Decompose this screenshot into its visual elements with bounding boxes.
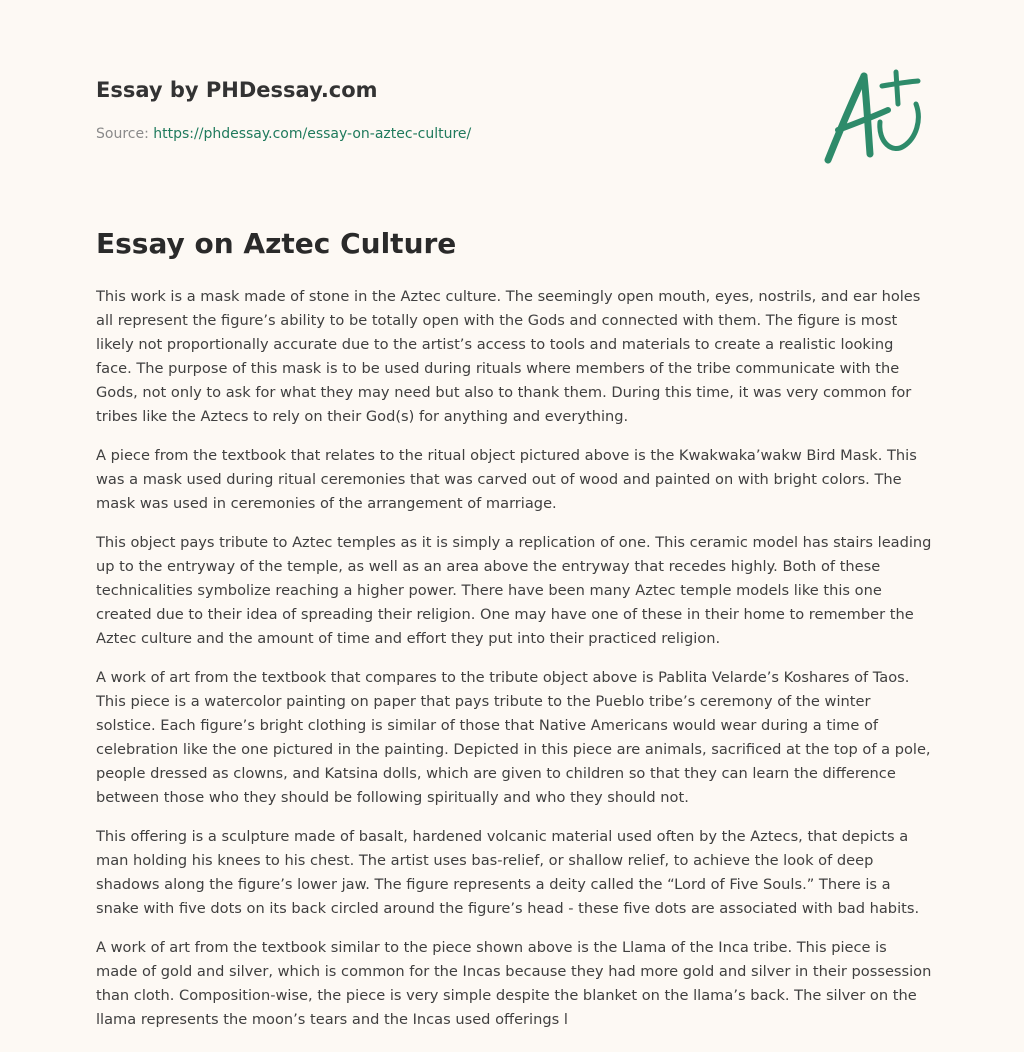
site-header [96, 76, 796, 144]
a-plus-logo-icon [818, 64, 930, 168]
essay-paragraph: A work of art from the textbook similar to the piece shown above is the Llama of the Inca tribe. This piece is made of gold and silver, which is common for the Incas because they had more gold and silver in their possession than cloth. Composition-wise, the piece is very simple despite the blanket on the llama’s back. The silver on the llama represents the moon’s tears and the Incas used offerings l [96, 939, 932, 1028]
source-line [96, 124, 796, 144]
essay-paragraph: This work is a mask made of stone in the Aztec culture. The seemingly open mouth, eyes, nostrils, and ear holes all represent the figure’s ability to be totally open with the Gods and connected with them. The figure is most likely not proportionally accurate due to the artist’s access to tools and materials to create a realistic looking face. The purpose of this mask is to be used during rituals where members of the tribe communicate with the Gods, not only to ask for what they may need but also to thank them. During this time, it was very common for tribes like the Aztecs to rely on their God(s) for anything and everything. [96, 288, 921, 425]
essay-paragraph: A work of art from the textbook that compares to the tribute object above is Pablita Velarde’s Koshares of Taos. This piece is a watercolor painting on paper that pays tribute to the Pueblo tribe’s ceremony of the winter solstice. Each figure’s bright clothing is similar of those that Native Americans would wear during a time of celebration like the one pictured in the painting. Depicted in this piece are animals, sacrificed at the top of a pole, people dressed as clowns, and Katsina dolls, which are given to children so that they can learn the difference between those who they should be following spiritually and who they should not. [96, 669, 931, 806]
source-link[interactable]: https://phdessay.com/essay-on-aztec-culture/ [153, 126, 472, 142]
source-label: Source: [96, 126, 154, 142]
essay-paragraph: This object pays tribute to Aztec temples as it is simply a replication of one. This ceramic model has stairs leading up to the entryway of the temple, as well as an area above the entryway that recedes highly. Both of these technicalities symbolize reaching a higher power. There have been many Aztec temple models like this one created due to their idea of spreading their religion. One may have one of these in their home to remember the Aztec culture and the amount of time and effort they put into their practiced religion. [96, 534, 932, 647]
brand-name: Essay by PHDessay.com [96, 78, 378, 102]
essay-body [96, 285, 932, 1052]
essay-paragraph: A piece from the textbook that relates to the ritual object pictured above is the Kwakwaka’wakw Bird Mask. This was a mask used during ritual ceremonies that was carved out of wood and painted on with bright colors. The mask was used in ceremonies of the arrangement of marriage. [96, 447, 917, 512]
essay-title: Essay on Aztec Culture [96, 227, 457, 260]
essay-paragraph: This offering is a sculpture made of basalt, hardened volcanic material used often by the Aztecs, that depicts a man holding his knees to his chest. The artist uses bas-relief, or shallow relief, to achieve the look of deep shadows along the figure’s lower jaw. The figure represents a deity called the “Lord of Five Souls.” There is a snake with five dots on its back circled around the figure’s head - these five dots are associated with bad habits. [96, 828, 920, 917]
